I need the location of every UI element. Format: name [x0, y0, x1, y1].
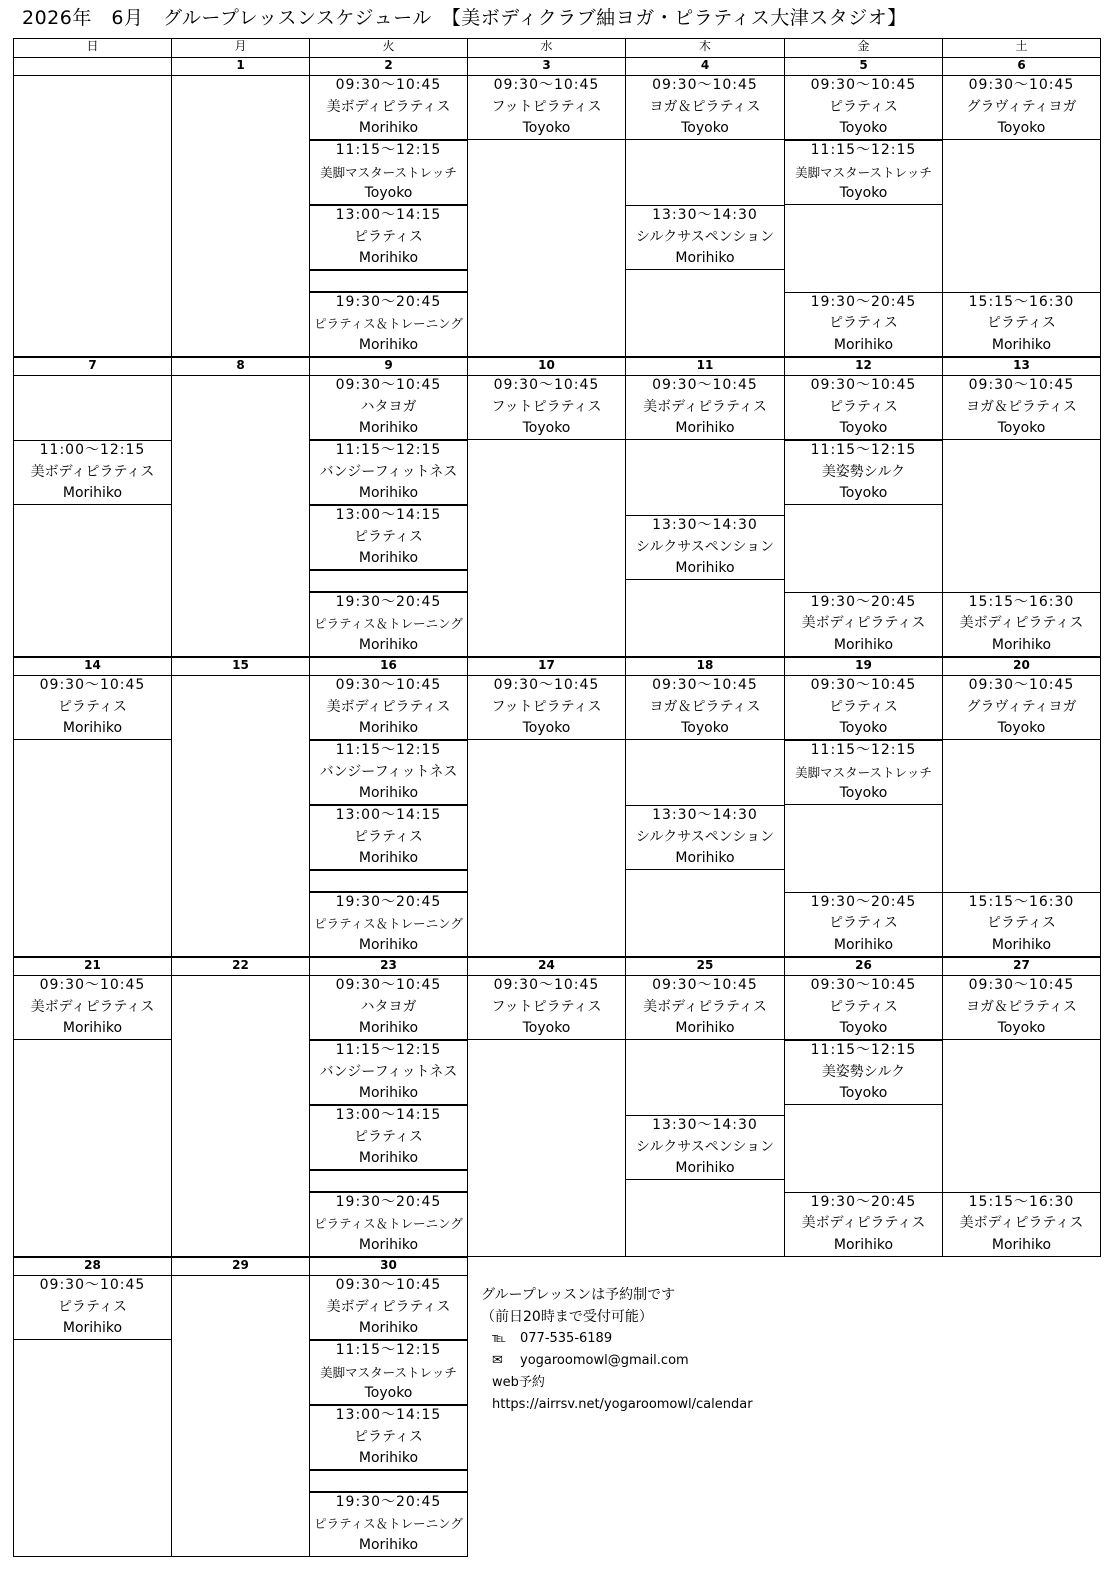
lesson-time: 13:30〜14:30: [652, 207, 758, 224]
lesson-time: 19:30〜20:45: [335, 593, 442, 610]
lesson-teacher: Morihiko: [358, 1320, 419, 1337]
lesson-card[interactable]: [784, 292, 943, 357]
day-number: 28: [13, 1257, 172, 1276]
lesson-time: 19:30〜20:45: [810, 293, 917, 310]
lesson-teacher: Morihiko: [358, 120, 419, 137]
lesson-card[interactable]: [942, 375, 1101, 440]
lesson-name: ピラティス: [987, 915, 1056, 932]
lesson-time: 09:30〜10:45: [493, 977, 600, 994]
lesson-name: バンジーフィットネス: [319, 763, 458, 780]
lesson-name: 美ボディピラティス: [801, 1215, 926, 1232]
day-number: 1: [171, 57, 310, 76]
lesson-name: ピラティス: [987, 315, 1056, 332]
lesson-card[interactable]: [467, 375, 626, 440]
lesson-teacher: Morihiko: [358, 485, 419, 502]
lesson-teacher: Morihiko: [358, 785, 419, 802]
lesson-name: 美ボディピラティス: [30, 463, 155, 480]
lesson-name: バンジーフィットネス: [319, 463, 458, 480]
lesson-card[interactable]: [625, 975, 785, 1040]
lesson-time: 09:30〜10:45: [810, 677, 917, 694]
day-column: [171, 75, 310, 357]
lesson-teacher: Toyoko: [522, 420, 571, 437]
lesson-time: 09:30〜10:45: [968, 977, 1075, 994]
day-number: 9: [309, 357, 468, 376]
lesson-name: 美ボディピラティス: [30, 998, 155, 1015]
day-column: [13, 75, 172, 357]
lesson-time: 11:15〜12:15: [335, 1042, 442, 1059]
lesson-name: ヨガ＆ピラティス: [966, 998, 1077, 1015]
lesson-teacher: Morihiko: [358, 1020, 419, 1037]
lesson-teacher: Toyoko: [681, 720, 729, 737]
lesson-name: シルクサスペンション: [635, 228, 775, 245]
lesson-name: 美ボディピラティス: [643, 998, 767, 1015]
lesson-time: 09:30〜10:45: [335, 1277, 442, 1294]
day-column: [171, 975, 310, 1257]
lesson-time: 11:15〜12:15: [335, 1342, 442, 1359]
lesson-card[interactable]: [309, 740, 468, 805]
lesson-card[interactable]: [309, 805, 468, 870]
reservation-note: グループレッスンは予約制です: [481, 1287, 676, 1303]
lesson-time: 09:30〜10:45: [652, 77, 758, 94]
lesson-teacher: Morihiko: [358, 720, 419, 737]
lesson-card[interactable]: [309, 1340, 468, 1405]
lesson-card[interactable]: [625, 515, 785, 580]
reservation-deadline: （前日20時まで受付可能）: [481, 1309, 653, 1325]
day-number: 11: [625, 357, 785, 376]
day-column: [171, 675, 310, 957]
lesson-time: 09:30〜10:45: [39, 677, 146, 694]
lesson-time: 15:15〜16:30: [968, 293, 1075, 310]
lesson-time: 09:30〜10:45: [968, 77, 1075, 94]
lesson-time: 19:30〜20:45: [810, 593, 917, 610]
lesson-time: 13:00〜14:15: [335, 207, 442, 224]
lesson-card[interactable]: [942, 1192, 1101, 1257]
lesson-teacher: Toyoko: [681, 120, 729, 137]
lesson-teacher: Toyoko: [839, 1020, 888, 1037]
lesson-teacher: Morihiko: [675, 1020, 735, 1037]
lesson-teacher: Toyoko: [997, 420, 1046, 437]
lesson-card[interactable]: [13, 675, 172, 740]
lesson-teacher: Morihiko: [675, 1160, 735, 1177]
day-number: 21: [13, 957, 172, 976]
lesson-name: バンジーフィットネス: [319, 1063, 458, 1080]
lesson-card[interactable]: [942, 675, 1101, 740]
lesson-time: 11:15〜12:15: [810, 1042, 917, 1059]
lesson-name: 美姿勢シルク: [821, 1063, 906, 1080]
lesson-name: ピラティス: [829, 998, 898, 1015]
phone-number[interactable]: 077-535-6189: [520, 1331, 613, 1346]
lesson-teacher: Morihiko: [991, 636, 1052, 653]
lesson-card[interactable]: [309, 1105, 468, 1170]
lesson-teacher: Morihiko: [991, 336, 1052, 353]
lesson-name: ピラティス＆トレーニング: [314, 916, 463, 932]
lesson-name: 美ボディピラティス: [959, 615, 1084, 632]
lesson-time: 11:15〜12:15: [335, 142, 442, 159]
email-line: [481, 1350, 753, 1372]
lesson-teacher: Toyoko: [839, 120, 888, 137]
day-column: [13, 375, 172, 657]
lesson-time: 11:15〜12:15: [335, 442, 442, 459]
weekday-header: 日: [13, 38, 172, 58]
lesson-name: ピラティス: [354, 828, 423, 845]
lesson-name: ピラティス: [354, 528, 423, 545]
lesson-teacher: Morihiko: [675, 850, 735, 867]
lesson-card[interactable]: [784, 1192, 943, 1257]
day-number: 16: [309, 657, 468, 676]
lesson-card[interactable]: [625, 805, 785, 870]
lesson-teacher: Morihiko: [675, 560, 735, 577]
lesson-teacher: Toyoko: [839, 720, 888, 737]
day-number: 29: [171, 1257, 310, 1276]
day-column: [171, 375, 310, 657]
lesson-teacher: Morihiko: [358, 250, 419, 267]
lesson-name: 美ボディピラティス: [801, 615, 926, 632]
weekday-header: 土: [942, 38, 1101, 58]
lesson-card[interactable]: [309, 75, 468, 140]
lesson-time: 09:30〜10:45: [810, 77, 917, 94]
lesson-teacher: Toyoko: [364, 1385, 413, 1402]
lesson-teacher: Toyoko: [997, 1020, 1046, 1037]
lesson-teacher: Morihiko: [833, 1236, 894, 1253]
lesson-name: ピラティス＆トレーニング: [314, 1216, 463, 1232]
day-number: 3: [467, 57, 626, 76]
day-number: 18: [625, 657, 785, 676]
lesson-time: 19:30〜20:45: [335, 893, 442, 910]
lesson-time: 11:00〜12:15: [39, 442, 146, 459]
lesson-card[interactable]: [309, 375, 468, 440]
lesson-time: 15:15〜16:30: [968, 893, 1075, 910]
lesson-teacher: Morihiko: [358, 1085, 419, 1102]
day-number: 27: [942, 957, 1101, 976]
lesson-teacher: Morihiko: [991, 936, 1052, 953]
lesson-card[interactable]: [467, 75, 626, 140]
lesson-time: 09:30〜10:45: [652, 977, 758, 994]
lesson-card[interactable]: [309, 292, 468, 357]
lesson-name: フットピラティス: [491, 998, 602, 1015]
lesson-name: 美脚マスターストレッチ: [320, 1364, 457, 1380]
lesson-time: 11:15〜12:15: [810, 442, 917, 459]
day-number: 4: [625, 57, 785, 76]
lesson-teacher: Morihiko: [358, 336, 419, 353]
lesson-teacher: Morihiko: [675, 420, 735, 437]
lesson-time: 19:30〜20:45: [335, 1193, 442, 1210]
lesson-teacher: Toyoko: [839, 1085, 888, 1102]
lesson-time: 19:30〜20:45: [810, 893, 917, 910]
day-number: 8: [171, 357, 310, 376]
lesson-card[interactable]: [309, 205, 468, 270]
day-number: 13: [942, 357, 1101, 376]
lesson-card[interactable]: [309, 1275, 468, 1340]
lesson-card[interactable]: [309, 975, 468, 1040]
day-number: 22: [171, 957, 310, 976]
weekday-header: 金: [784, 38, 943, 58]
lesson-name: 美脚マスターストレッチ: [795, 764, 932, 780]
lesson-card[interactable]: [942, 975, 1101, 1040]
lesson-name: ピラティス: [829, 398, 898, 415]
lesson-teacher: Morihiko: [62, 720, 123, 737]
lesson-time: 09:30〜10:45: [968, 377, 1075, 394]
weekday-header: 水: [467, 38, 626, 58]
lesson-card[interactable]: [625, 375, 785, 440]
lesson-name: 美脚マスターストレッチ: [795, 164, 932, 180]
lesson-name: ハタヨガ: [360, 998, 417, 1015]
lesson-teacher: Morihiko: [358, 550, 419, 567]
lesson-teacher: Morihiko: [358, 636, 419, 653]
lesson-time: 11:15〜12:15: [810, 142, 917, 159]
lesson-teacher: Toyoko: [522, 120, 571, 137]
lesson-card[interactable]: [309, 1040, 468, 1105]
web-reservation-url[interactable]: https://airrsv.net/yogaroomowl/calendar: [492, 1397, 753, 1412]
lesson-name: ヨガ＆ピラティス: [966, 398, 1077, 415]
email-address[interactable]: yogaroomowl@gmail.com: [520, 1353, 689, 1368]
weekday-header: 火: [309, 38, 468, 58]
lesson-time: 09:30〜10:45: [39, 1277, 146, 1294]
lesson-time: 13:30〜14:30: [652, 807, 758, 824]
lesson-card[interactable]: [309, 505, 468, 570]
lesson-time: 19:30〜20:45: [335, 293, 442, 310]
lesson-name: フットピラティス: [491, 98, 602, 115]
page-title: 2026年 6月 グループレッスンスケジュール 【美ボディクラブ紬ヨガ・ピラティス大津スタジオ】: [22, 7, 907, 29]
lesson-name: ピラティス＆トレーニング: [314, 1516, 463, 1532]
lesson-name: ピラティス: [58, 698, 127, 715]
lesson-time: 09:30〜10:45: [810, 977, 917, 994]
lesson-teacher: Toyoko: [364, 185, 413, 202]
empty-slot: [309, 870, 468, 892]
lesson-name: ピラティス: [354, 1428, 423, 1445]
empty-slot: [309, 1170, 468, 1192]
day-number: 5: [784, 57, 943, 76]
lesson-card[interactable]: [784, 440, 943, 505]
lesson-name: ピラティス: [58, 1298, 127, 1315]
lesson-card[interactable]: [13, 975, 172, 1040]
lesson-card[interactable]: [942, 892, 1101, 957]
lesson-time: 13:00〜14:15: [335, 507, 442, 524]
lesson-time: 09:30〜10:45: [968, 677, 1075, 694]
lesson-teacher: Morihiko: [833, 636, 894, 653]
lesson-card[interactable]: [309, 675, 468, 740]
lesson-card[interactable]: [13, 440, 172, 505]
lesson-teacher: Toyoko: [839, 185, 888, 202]
lesson-teacher: Toyoko: [522, 1020, 571, 1037]
lesson-name: グラヴィティヨガ: [966, 698, 1077, 715]
lesson-time: 09:30〜10:45: [652, 677, 758, 694]
empty-slot: [309, 1470, 468, 1492]
lesson-card[interactable]: [784, 140, 943, 205]
lesson-time: 13:30〜14:30: [652, 1117, 758, 1134]
day-number: 12: [784, 357, 943, 376]
lesson-teacher: Toyoko: [997, 120, 1046, 137]
phone-line: [481, 1328, 753, 1350]
lesson-time: 11:15〜12:15: [335, 742, 442, 759]
lesson-teacher: Morihiko: [62, 485, 123, 502]
lesson-card[interactable]: [942, 592, 1101, 657]
lesson-name: シルクサスペンション: [635, 1138, 775, 1155]
day-number: 17: [467, 657, 626, 676]
lesson-time: 09:30〜10:45: [335, 77, 442, 94]
lesson-time: 13:00〜14:15: [335, 807, 442, 824]
lesson-card[interactable]: [309, 1405, 468, 1470]
lesson-teacher: Morihiko: [358, 936, 419, 953]
lesson-card[interactable]: [13, 1275, 172, 1340]
lesson-time: 09:30〜10:45: [493, 77, 600, 94]
lesson-name: 美ボディピラティス: [326, 1298, 451, 1315]
lesson-teacher: Morihiko: [358, 1150, 419, 1167]
lesson-teacher: Morihiko: [62, 1320, 123, 1337]
lesson-time: 09:30〜10:45: [335, 677, 442, 694]
lesson-card[interactable]: [467, 675, 626, 740]
lesson-teacher: Morihiko: [358, 1450, 419, 1467]
envelope-icon: ✉: [492, 1353, 503, 1368]
lesson-card[interactable]: [309, 1192, 468, 1257]
lesson-name: ピラティス: [829, 98, 898, 115]
day-number: 2: [309, 57, 468, 76]
lesson-name: ピラティス: [829, 915, 898, 932]
lesson-time: 09:30〜10:45: [493, 677, 600, 694]
empty-slot: [309, 270, 468, 292]
day-number: 23: [309, 957, 468, 976]
lesson-card[interactable]: [784, 675, 943, 740]
lesson-time: 09:30〜10:45: [335, 377, 442, 394]
lesson-teacher: Morihiko: [358, 850, 419, 867]
lesson-name: 美ボディピラティス: [643, 398, 767, 415]
lesson-time: 15:15〜16:30: [968, 1193, 1075, 1210]
lesson-name: フットピラティス: [491, 398, 602, 415]
lesson-teacher: Morihiko: [62, 1020, 123, 1037]
lesson-name: ヨガ＆ピラティス: [649, 98, 761, 115]
lesson-time: 11:15〜12:15: [810, 742, 917, 759]
lesson-name: 美ボディピラティス: [959, 1215, 1084, 1232]
lesson-name: ピラティス: [829, 315, 898, 332]
lesson-card[interactable]: [784, 75, 943, 140]
lesson-name: 美ボディピラティス: [326, 98, 451, 115]
lesson-teacher: Morihiko: [358, 1536, 419, 1553]
day-number: 30: [309, 1257, 468, 1276]
day-number: 14: [13, 657, 172, 676]
day-column: [171, 1275, 310, 1557]
lesson-time: 19:30〜20:45: [810, 1193, 917, 1210]
lesson-name: ハタヨガ: [360, 398, 417, 415]
lesson-teacher: Morihiko: [991, 1236, 1052, 1253]
lesson-time: 13:00〜14:15: [335, 1107, 442, 1124]
day-number: 15: [171, 657, 310, 676]
lesson-name: 美姿勢シルク: [821, 463, 906, 480]
weekday-header: 月: [171, 38, 310, 58]
lesson-name: ピラティス: [354, 228, 423, 245]
lesson-card[interactable]: [784, 375, 943, 440]
lesson-teacher: Morihiko: [833, 936, 894, 953]
weekday-header: 木: [625, 38, 785, 58]
lesson-teacher: Morihiko: [358, 420, 419, 437]
day-number: 26: [784, 957, 943, 976]
lesson-teacher: Toyoko: [839, 420, 888, 437]
lesson-card[interactable]: [309, 1492, 468, 1557]
day-number: 7: [13, 357, 172, 376]
lesson-card[interactable]: [309, 440, 468, 505]
lesson-name: ヨガ＆ピラティス: [649, 698, 761, 715]
lesson-teacher: Toyoko: [839, 485, 888, 502]
lesson-time: 15:15〜16:30: [968, 593, 1075, 610]
lesson-card[interactable]: [942, 75, 1101, 140]
lesson-card[interactable]: [625, 75, 785, 140]
lesson-name: ピラティス＆トレーニング: [314, 316, 463, 332]
lesson-card[interactable]: [625, 1115, 785, 1180]
lesson-teacher: Morihiko: [833, 336, 894, 353]
lesson-time: 13:00〜14:15: [335, 1407, 442, 1424]
lesson-name: ピラティス: [354, 1128, 423, 1145]
day-number: 10: [467, 357, 626, 376]
day-number: 6: [942, 57, 1101, 76]
day-number: 20: [942, 657, 1101, 676]
lesson-card[interactable]: [784, 740, 943, 805]
lesson-card[interactable]: [942, 292, 1101, 357]
telephone-icon: ℡: [492, 1331, 506, 1346]
lesson-name: 美ボディピラティス: [326, 698, 451, 715]
lesson-card[interactable]: [784, 1040, 943, 1105]
lesson-name: シルクサスペンション: [635, 828, 775, 845]
lesson-time: 09:30〜10:45: [493, 377, 600, 394]
lesson-card[interactable]: [784, 592, 943, 657]
lesson-teacher: Morihiko: [675, 250, 735, 267]
lesson-card[interactable]: [784, 975, 943, 1040]
lesson-teacher: Morihiko: [358, 1236, 419, 1253]
day-number: [13, 57, 172, 76]
lesson-time: 09:30〜10:45: [39, 977, 146, 994]
day-number: 19: [784, 657, 943, 676]
lesson-name: 美脚マスターストレッチ: [320, 164, 457, 180]
lesson-time: 13:30〜14:30: [652, 517, 758, 534]
lesson-name: ピラティス＆トレーニング: [314, 616, 463, 632]
day-number: 24: [467, 957, 626, 976]
lesson-time: 09:30〜10:45: [652, 377, 758, 394]
lesson-time: 09:30〜10:45: [810, 377, 917, 394]
lesson-card[interactable]: [784, 892, 943, 957]
lesson-card[interactable]: [309, 892, 468, 957]
day-number: 25: [625, 957, 785, 976]
lesson-card[interactable]: [309, 140, 468, 205]
lesson-teacher: Toyoko: [997, 720, 1046, 737]
lesson-teacher: Toyoko: [522, 720, 571, 737]
lesson-card[interactable]: [309, 592, 468, 657]
lesson-name: シルクサスペンション: [635, 538, 775, 555]
lesson-teacher: Toyoko: [839, 785, 888, 802]
lesson-card[interactable]: [625, 205, 785, 270]
lesson-name: グラヴィティヨガ: [966, 98, 1077, 115]
web-reservation-label: web予約: [492, 1375, 545, 1390]
lesson-time: 09:30〜10:45: [335, 977, 442, 994]
lesson-card[interactable]: [467, 975, 626, 1040]
lesson-card[interactable]: [625, 675, 785, 740]
reservation-notes: [481, 1284, 753, 1416]
lesson-name: ピラティス: [829, 698, 898, 715]
empty-slot: [309, 570, 468, 592]
lesson-time: 19:30〜20:45: [335, 1493, 442, 1510]
lesson-name: フットピラティス: [491, 698, 602, 715]
